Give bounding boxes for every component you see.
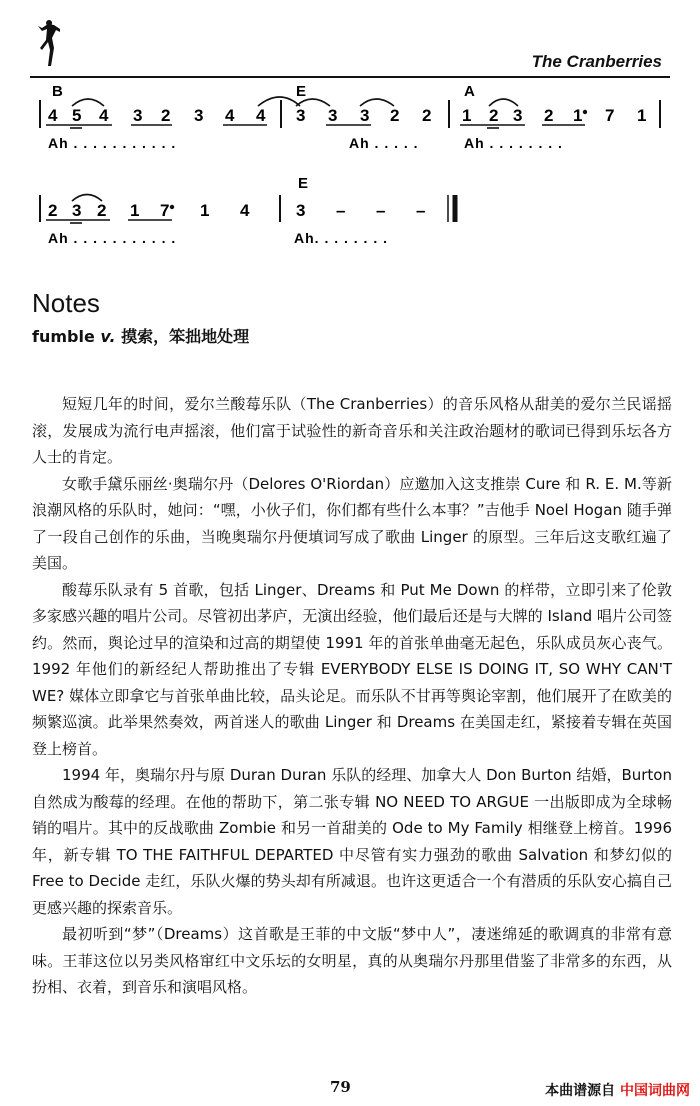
note: 7 [160,201,170,220]
note: 3 [513,106,523,125]
page-number: 79 [330,1078,351,1096]
note: 1 [130,201,140,220]
note: 2 [489,106,499,125]
paragraph: 短短几年的时间，爱尔兰酸莓乐队（The Cranberries）的音乐风格从甜美的爱尔兰民谣摇滚，发展成为流行电声摇滚，他们富于试验性的新奇音乐和关注政治题材的歌词已得到乐坛各方人士的肯定。 [32,395,672,466]
note: 3 [296,201,306,220]
lyric: Ah . . . . . [349,135,419,151]
note: – [376,201,386,220]
note: 4 [256,106,266,125]
note-row [48,201,425,220]
note: 1 [573,106,583,125]
note: 3 [360,106,370,125]
note: 1 [637,106,647,125]
source-credit [545,1080,690,1100]
note-marks [46,195,173,224]
vocab-word: fumble [32,327,95,346]
header-band-title: The Cranberries [531,52,662,71]
note: 3 [133,106,143,125]
paragraph: 1994 年，奥瑞尔丹与原 Duran Duran 乐队的经理、加拿大人 Don Burton 结婚，Burton 自然成为酸莓的经理。在他的帮助下，第二张专辑 NO NEED TO ARGUE 一出版即成为全球畅销的唱片。其中的反战歌曲 Zombie 和另一首甜美的 Ode to My Family 相继登上榜首。1996 年，新专辑 TO THE FAITHFUL DEPARTED 中尽管有实力强劲的歌曲 Salvation 和梦幻似的 Free to Decide 走红，乐队火爆的势头却有所减退。也许这更适合一个有潜质的乐队安心搞自己更感兴趣的探索音乐。 [32,766,672,917]
note: 3 [194,106,204,125]
chord-label: E [296,83,307,100]
note: 3 [296,106,306,125]
note: 5 [72,106,82,125]
vocab-pos: v. [100,327,116,346]
source-site-link[interactable]: 中国词曲网 [620,1083,690,1099]
note: 2 [161,106,171,125]
note: – [336,201,346,220]
notes-heading: Notes [32,288,100,318]
lyric: Ah . . . . . . . . . . . [48,135,177,151]
note: 2 [48,201,58,220]
note: 7 [605,106,615,125]
lyric: Ah . . . . . . . . [464,135,563,151]
note: 4 [99,106,109,125]
lyric: Ah. . . . . . . . [294,230,389,246]
vocab-entry [32,324,249,347]
music-score [0,0,700,260]
note: 4 [225,106,235,125]
vocab-meaning: 摸索，笨拙地处理 [121,327,250,346]
paragraph: 女歌手黛乐丽丝·奥瑞尔丹（Delores O'Riordan）应邀加入这支推崇 Cure 和 R. E. M.等新浪潮风格的乐队时，她问：“嘿，小伙子们，你们都有些什么本事？”吉他手 Noel Hogan 随手弹了一段自己创作的乐曲，当晚奥瑞尔丹便填词写成了歌曲 Linger 的原型。三年后这支歌红遍了美国。 [32,474,672,572]
chord-label: B [52,83,63,100]
note: 2 [390,106,400,125]
note: 2 [422,106,432,125]
paragraph: 最初听到“梦”（Dreams）这首歌是王菲的中文版“梦中人”，凄迷绵延的歌调真的非常有意味。王菲这位以另类风格窜红中文乐坛的女明星，真的从奥瑞尔丹那里借鉴了非常多的东西，从扮相、衣着，到音乐和演唱风格。 [32,925,672,996]
note: 3 [72,201,82,220]
note: 3 [328,106,338,125]
note: 2 [97,201,107,220]
note-row [48,106,646,125]
chord-label: A [464,83,475,100]
source-prefix: 本曲谱源自 [545,1083,616,1099]
chord-label: E [298,175,309,192]
note: 4 [240,201,250,220]
note: 1 [462,106,472,125]
article-body [32,391,672,1001]
note: – [416,201,426,220]
note-marks [46,97,586,128]
lyric: Ah . . . . . . . . . . . [48,230,177,246]
note: 4 [48,106,58,125]
paragraph: 酸莓乐队录有 5 首歌，包括 Linger、Dreams 和 Put Me Down 的样带，立即引来了伦敦多家感兴趣的唱片公司。尽管初出茅庐，无演出经验，他们最后还是与大牌的 Island 唱片公司签约。然而，舆论过早的渲染和过高的期望使 1991 年的首张单曲毫无起色，乐队成员灰心丧气。1992 年他们的新经纪人帮助推出了专辑 EVERYBODY ELSE IS DOING IT, SO WHY CAN'T WE? 媒体立即拿它与首张单曲比较，品头论足。而乐队不甘再等舆论宰割，他们展开了在欧美的频繁巡演。此举果然奏效，两首迷人的歌曲 Linger 和 Dreams 在美国走红，紧接着专辑在英国登上榜首。 [32,580,672,758]
note: 2 [544,106,554,125]
note: 1 [200,201,210,220]
